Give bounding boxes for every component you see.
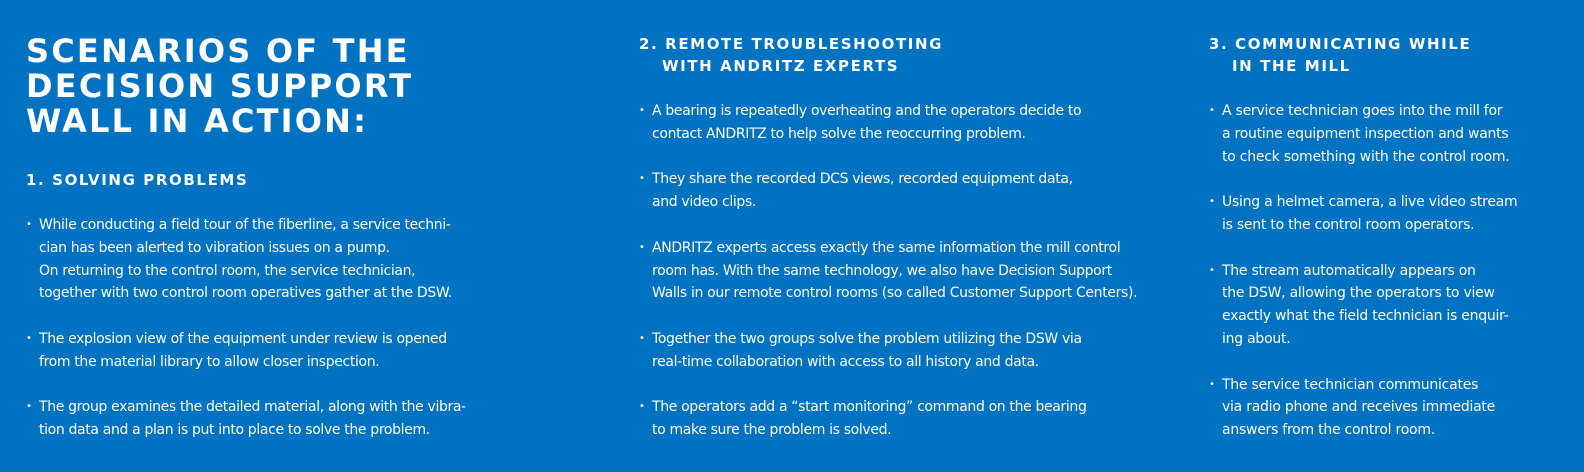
list-item-text: While conducting a field tour of the fiberline, a service techni- cian has been alerted to vibration issues on a pump. On returning to the control room, the service technician, together with two control room operatives gather at the DSW.	[39, 217, 452, 302]
section-title: REMOTE TROUBLESHOOTING	[665, 35, 944, 53]
list-item-text: The operators add a “start monitoring” command on the bearing to make sure the problem is solved.	[652, 399, 1087, 439]
column-remote-troubleshooting	[639, 0, 1179, 472]
list-item	[639, 237, 1137, 305]
list-item-text: ANDRITZ experts access exactly the same information the mill control room has. With the same technology, we also have Decision Support Walls in our remote control rooms (so called Customer Support Centers).	[652, 239, 1138, 302]
section-number: 1.	[26, 171, 46, 189]
list-item-text: The group examines the detailed material, along with the vibra- tion data and a plan is put into place to solve the problem.	[39, 399, 466, 439]
bullet-icon: •	[26, 332, 32, 344]
column-solving-problems	[26, 0, 526, 472]
section-title-line2: WITH ANDRITZ EXPERTS	[662, 57, 900, 75]
list-item	[1209, 191, 1517, 237]
section-title-line2: IN THE MILL	[1232, 57, 1351, 75]
bullet-icon: •	[639, 401, 645, 413]
section-heading-2	[639, 33, 943, 77]
bullet-icon: •	[1209, 264, 1215, 276]
list-item	[639, 396, 1137, 442]
bullet-icon: •	[26, 401, 32, 413]
list-item	[26, 328, 466, 374]
section-number: 2.	[639, 35, 659, 53]
list-item-text: The stream automatically appears on the DSW, allowing the operators to view exactly what the field technician is enquir- ing about.	[1222, 262, 1509, 347]
bullet-icon: •	[639, 105, 645, 116]
section-number: 3.	[1209, 35, 1229, 53]
bullet-icon: •	[1209, 196, 1215, 208]
list-item	[26, 396, 466, 442]
list-item-text: A service technician goes into the mill for a routine equipment inspection and wants to check something with the control room.	[1222, 103, 1510, 165]
list-item-text: The explosion view of the equipment under review is opened from the material library to allow closer inspection.	[39, 330, 447, 370]
list-item	[1209, 374, 1517, 442]
bullet-icon: •	[639, 173, 645, 185]
list-item-text: Using a helmet camera, a live video stream is sent to the control room operators.	[1222, 194, 1518, 233]
list-item	[639, 328, 1137, 374]
list-item	[1209, 100, 1517, 168]
section-title: COMMUNICATING WHILE	[1235, 35, 1472, 53]
section-heading-1	[26, 169, 248, 191]
section-title: SOLVING PROBLEMS	[52, 171, 249, 189]
list-item	[639, 168, 1137, 214]
section-heading-3	[1209, 33, 1471, 77]
list-item-text: Together the two groups solve the problem utilizing the DSW via real-time collaboration with access to all history and data.	[652, 330, 1082, 370]
bullet-icon: •	[639, 241, 645, 253]
bullet-icon: •	[26, 219, 32, 230]
bullet-icon: •	[1209, 105, 1215, 116]
list-item-text: The service technician communicates via radio phone and receives immediate answers from the control room.	[1222, 376, 1496, 439]
list-item-text: They share the recorded DCS views, recorded equipment data, and video clips.	[652, 171, 1073, 211]
list-item	[26, 214, 466, 305]
list-item	[639, 100, 1137, 146]
bullet-icon: •	[639, 332, 645, 344]
bullet-list-2	[639, 100, 1137, 465]
bullet-list-1	[26, 214, 466, 465]
bullet-list-3	[1209, 100, 1517, 465]
column-communicating	[1209, 0, 1549, 472]
list-item-text: A bearing is repeatedly overheating and the operators decide to contact ANDRITZ to help solve the reoccurring problem.	[652, 103, 1082, 142]
list-item	[1209, 260, 1517, 351]
page-title: SCENARIOS OF THE DECISION SUPPORT WALL IN ACTION:	[26, 32, 414, 140]
bullet-icon: •	[1209, 378, 1215, 390]
